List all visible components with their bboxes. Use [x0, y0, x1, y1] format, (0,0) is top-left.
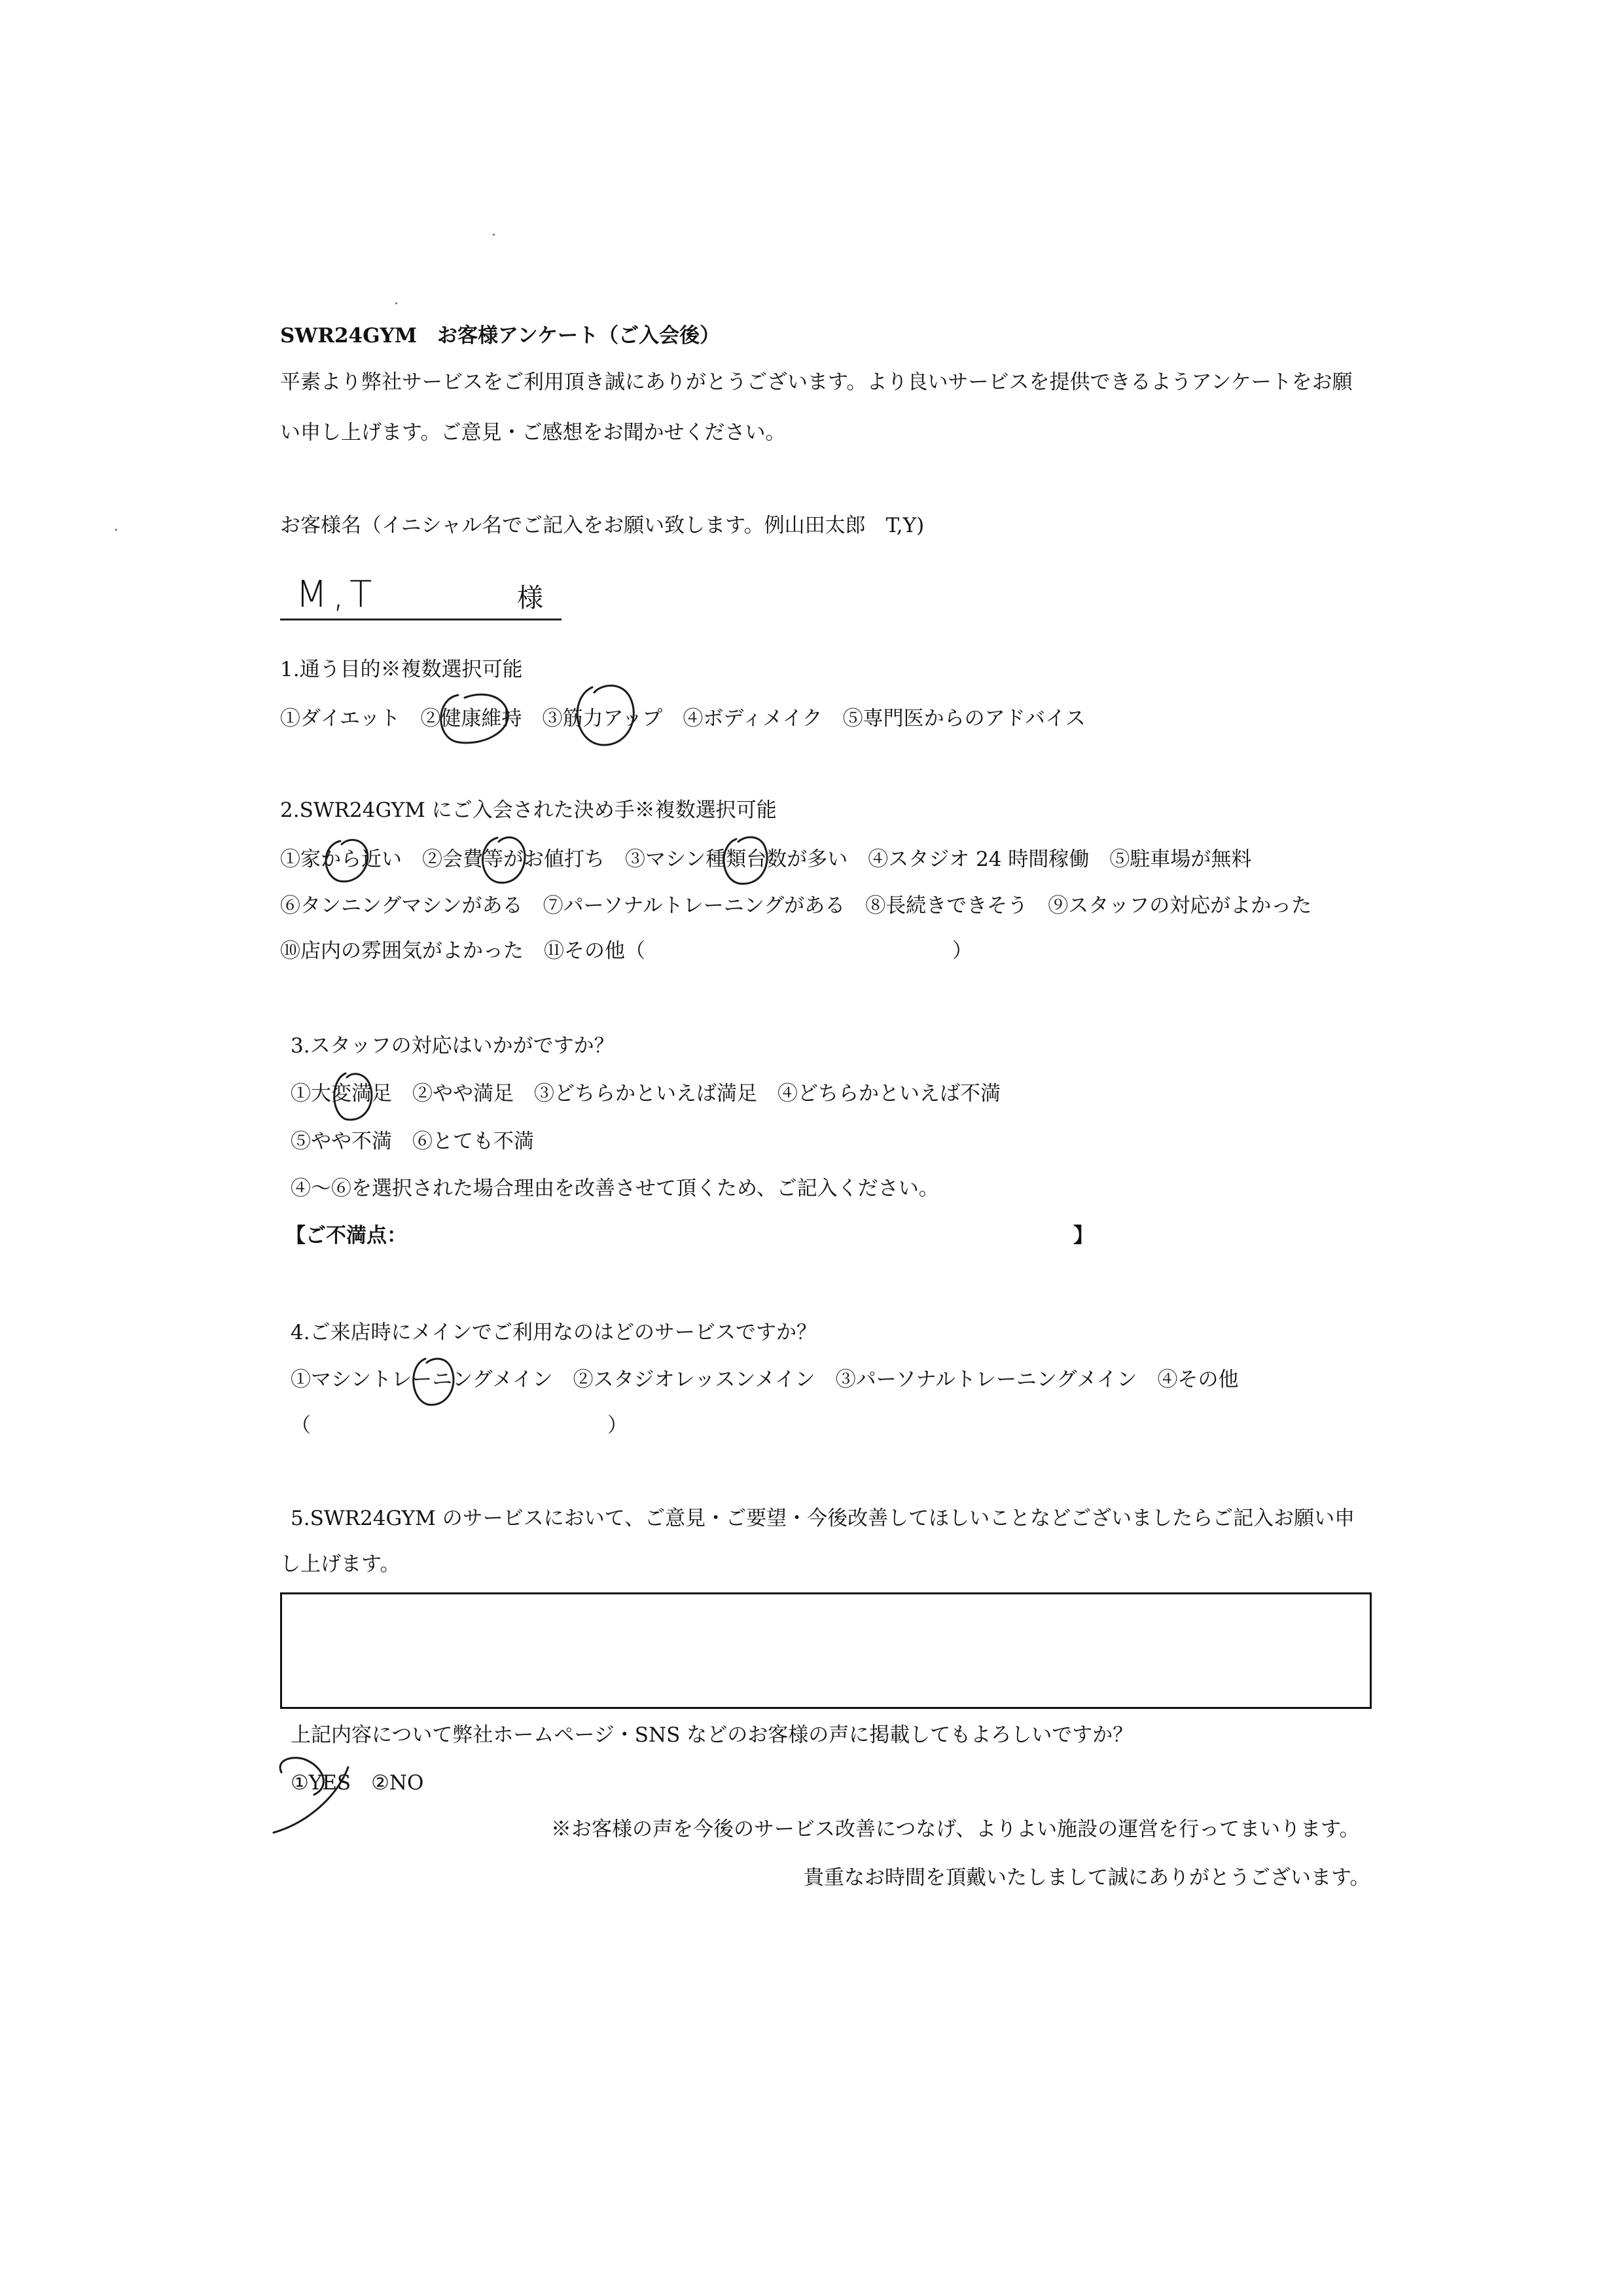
q4-options[interactable]: ①マシントレーニングメイン ②スタジオレッスンメイン ③パーソナルトレーニングメイン ④その他 — [291, 1368, 1239, 1391]
name-handwritten-value[interactable]: M,T — [296, 573, 378, 616]
q3-complaint-open: 【ご不満点： — [285, 1224, 407, 1247]
q3-heading: 3.スタッフの対応はいかがですか？ — [291, 1034, 615, 1058]
q2-heading: 2.SWR24GYM にご入会された決め手※複数選択可能 — [280, 798, 777, 822]
q5-heading-line1: 5.SWR24GYM のサービスにおいて、ご意見・ご要望・今後改善してほしいことなどございましたらご記入お願い申 — [291, 1507, 1355, 1530]
q3-options-row1[interactable]: ①大変満足 ②やや満足 ③どちらかといえば満足 ④どちらかといえば不満 — [291, 1082, 1001, 1105]
footer-note-line2: 貴重なお時間を頂戴いたしまして誠にありがとうございます。 — [804, 1866, 1370, 1890]
scan-speck — [493, 234, 495, 236]
intro-text-line2: い申し上げます。ご意見・ご感想をお聞かせください。 — [280, 421, 786, 444]
survey-title: SWR24GYM お客様アンケート（ご入会後） — [280, 324, 721, 348]
q4-other-close-paren: ） — [607, 1414, 628, 1437]
publish-question: 上記内容について弊社ホームページ・SNS などのお客様の声に掲載してもよろしいですか？ — [291, 1723, 1133, 1747]
q2-options-row1[interactable]: ①家から近い ②会費等がお値打ち ③マシン種類台数が多い ④スタジオ 24 時間稼働 ⑤駐車場が無料 — [280, 848, 1252, 871]
q2-options-row2[interactable]: ⑥タンニングマシンがある ⑦パーソナルトレーニングがある ⑧長続きできそう ⑨スタッフの対応がよかった — [280, 894, 1312, 918]
q2-options-row3[interactable]: ⑩店内の雰囲気がよかった ⑪その他（ — [280, 939, 645, 963]
footer-note-line1: ※お客様の声を今後のサービス改善につなげ、よりよい施設の運営を行ってまいります。 — [551, 1818, 1360, 1841]
q2-other-close-paren: ） — [952, 939, 972, 963]
q3-note: ④～⑥を選択された場合理由を改善させて頂くため、ご記入ください。 — [291, 1177, 939, 1200]
q5-answer-box[interactable] — [280, 1592, 1372, 1709]
q4-other-open-paren: （ — [291, 1414, 311, 1437]
name-honorific: 様 — [517, 583, 543, 613]
q1-options[interactable]: ①ダイエット ②健康維持 ③筋力アップ ④ボディメイク ⑤専門医からのアドバイス — [280, 707, 1086, 730]
q4-heading: 4.ご来店時にメインでご利用なのはどのサービスですか？ — [291, 1321, 817, 1344]
scan-speck — [395, 302, 397, 304]
intro-text-line1: 平素より弊社サービスをご利用頂き誠にありがとうございます。より良いサービスを提供できるようアンケートをお願 — [280, 370, 1353, 394]
publish-options[interactable]: ①YES ②NO — [291, 1771, 424, 1795]
q5-heading-line2: し上げます。 — [280, 1552, 401, 1576]
name-underline — [280, 619, 562, 620]
q1-heading: 1.通う目的※複数選択可能 — [280, 658, 523, 681]
q3-complaint-close: 】 — [1073, 1224, 1094, 1247]
name-prompt: お客様名（イニシャル名でご記入をお願い致します。例山田太郎 T,Y) — [280, 514, 925, 537]
scan-speck — [115, 529, 117, 531]
q3-options-row2[interactable]: ⑤やや不満 ⑥とても不満 — [291, 1130, 534, 1153]
